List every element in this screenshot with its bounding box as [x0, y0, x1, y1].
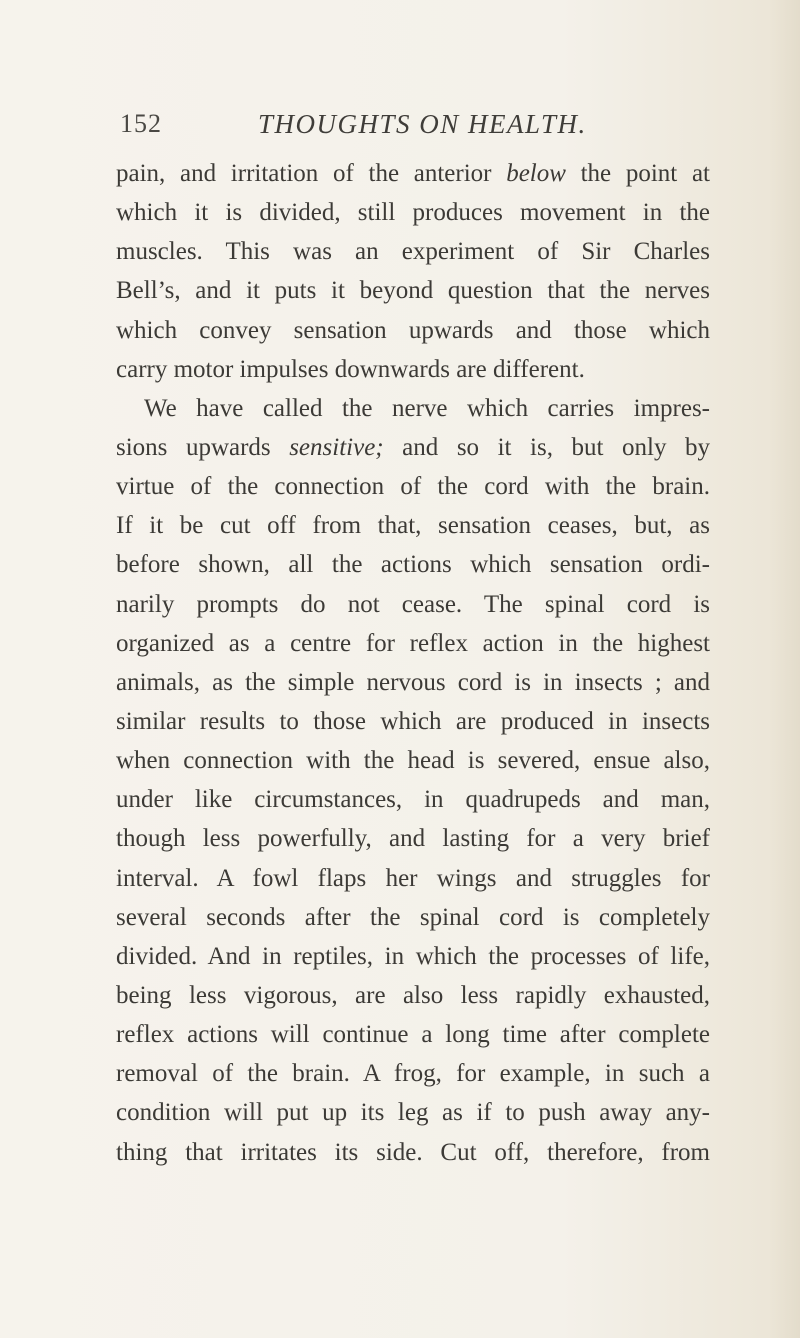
text-segment: sions upwards: [116, 433, 290, 461]
text-line: [116, 1133, 710, 1172]
text-line: [116, 154, 710, 193]
text-line: [116, 898, 710, 937]
text-segment: before shown, all the actions which sensation ordi-: [116, 551, 710, 579]
text-line: [116, 193, 710, 232]
text-line: [116, 663, 710, 702]
running-head: THOUGHTS ON HEALTH.: [258, 109, 587, 139]
text-line: [116, 311, 710, 350]
text-segment: under like circumstances, in quadrupeds and man,: [116, 786, 710, 814]
text-segment: being less vigorous, are also less rapidly exhausted,: [116, 981, 710, 1009]
text-line: [116, 467, 710, 506]
text-segment: animals, as the simple nervous cord is in insects ; and: [116, 668, 710, 696]
body-text: [116, 154, 710, 1172]
text-line: [116, 428, 710, 467]
text-segment: condition will put up its leg as if to push away any-: [116, 1099, 710, 1127]
text-line: [116, 232, 710, 271]
text-line: [116, 624, 710, 663]
italic-text: sensitive;: [289, 433, 384, 461]
text-segment: which it is divided, still produces movement in the: [116, 199, 710, 227]
text-line: [116, 819, 710, 858]
text-line: [116, 937, 710, 976]
text-line: [116, 976, 710, 1015]
text-segment: virtue of the connection of the cord with the brain.: [116, 473, 710, 501]
text-line: [116, 506, 710, 545]
text-segment: divided. And in reptiles, in which the processes of life,: [116, 942, 710, 970]
text-segment: Bell’s, and it puts it beyond question that the nerves: [116, 277, 710, 305]
text-segment: organized as a centre for reflex action in the highest: [116, 629, 710, 657]
text-segment: If it be cut off from that, sensation ceases, but, as: [116, 512, 710, 540]
text-line: [116, 780, 710, 819]
text-line: [116, 389, 710, 428]
text-line: [116, 585, 710, 624]
text-segment: several seconds after the spinal cord is completely: [116, 903, 710, 931]
text-segment: reflex actions will continue a long time after complete: [116, 1021, 710, 1049]
text-segment: pain, and irritation of the anterior: [116, 160, 507, 187]
text-segment: thing that irritates its side. Cut off, therefore, from: [116, 1138, 710, 1166]
page-number: 152: [120, 109, 162, 138]
text-segment: carry motor impulses downwards are different.: [116, 355, 585, 383]
text-segment: narily prompts do not cease. The spinal cord is: [116, 590, 710, 618]
text-line: [116, 741, 710, 780]
text-segment: which convey sensation upwards and those which: [116, 316, 710, 344]
text-line: [116, 1015, 710, 1054]
text-segment: interval. A fowl flaps her wings and struggles for: [116, 864, 710, 892]
text-line: [116, 702, 710, 741]
text-segment: and so it is, but only by: [383, 433, 710, 461]
text-line: [116, 271, 710, 310]
italic-text: below: [506, 160, 566, 187]
text-line: [116, 1054, 710, 1093]
text-segment: similar results to those which are produced in insects: [116, 707, 710, 735]
text-line: [116, 350, 710, 389]
text-segment: though less powerfully, and lasting for a very brief: [116, 825, 710, 853]
text-segment: when connection with the head is severed, ensue also,: [116, 747, 710, 775]
text-segment: muscles. This was an experiment of Sir Charles: [116, 238, 710, 266]
text-line: [116, 859, 710, 898]
page-header: [120, 103, 680, 143]
text-segment: removal of the brain. A frog, for example, in such a: [116, 1060, 710, 1088]
text-line: [116, 1093, 710, 1132]
text-line: [116, 545, 710, 584]
text-segment: the point at: [565, 160, 710, 187]
text-segment: We have called the nerve which carries impres-: [144, 394, 710, 422]
